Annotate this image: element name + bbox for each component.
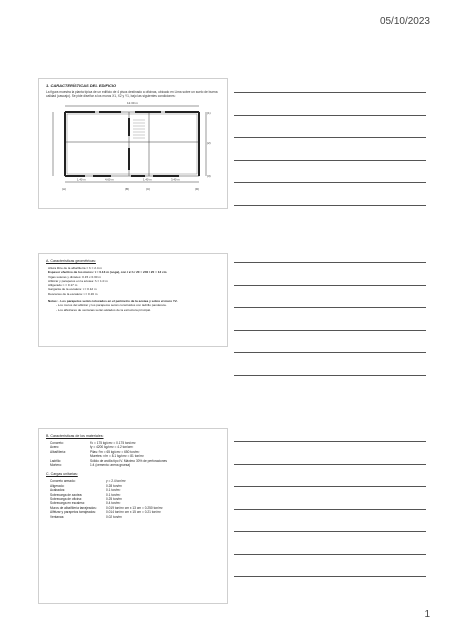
dim-bottom-4: 3.40 m [171, 177, 180, 182]
note-line-rule [234, 464, 426, 465]
note-line-rule [234, 509, 426, 510]
note-line-rule [234, 330, 426, 331]
load-row: Sobrecarga de oficina: 0.25 ton/m² [50, 497, 123, 502]
section-c-heading: C. Cargas unitarias: [46, 472, 78, 477]
note-line-rule [234, 92, 426, 93]
geo-line: Vigas soleras y dinteles: 0.15 x 0.30 m [48, 274, 101, 279]
axis-label-b: (B) [125, 187, 129, 192]
slide1-paragraph: La figura muestra la planta típica de un edificio de 4 pisos destinado a oficinas, ubicado en Lima sobre un suelo de buena calidad (cascajo). Se pide diseñar a los muros X1, X2 y Y1, bajo las siguientes condiciones: [46, 90, 218, 99]
note-line: - Los muros del alféizar y los parapetos serán construidos con ladrillo pandereta. [56, 303, 167, 308]
level-label-3: (3) [207, 174, 211, 179]
material-row: Albañilería: Pilas: f'm = 65 kg/cm² = 650 ton/m² [50, 449, 140, 454]
axis-label-d: (D) [195, 187, 200, 192]
material-row: Mortero: 1:4 (cemento: arena gruesa) [50, 463, 131, 468]
note-line-rule [234, 352, 426, 353]
floor-plan-drawing [39, 98, 227, 194]
note-line: Notas: - Los parapetos serán colocados en el perímetro de la azotea y sobre el muro Y2. [48, 299, 178, 304]
page-number: 1 [424, 609, 430, 620]
axis-label-a: (A) [62, 187, 66, 192]
note-line-rule [234, 554, 426, 555]
dim-bottom-1: 1.40 m [77, 177, 86, 182]
axis-label-c: (C) [146, 187, 151, 192]
material-row: Ladrillo: Sólido de arcilla tipo IV. Máximo 30% de perforaciones [50, 458, 167, 463]
note-line-rule [234, 375, 426, 376]
note-line-rule [234, 182, 426, 183]
material-row: Muretes: v'm = 8.1 kg/cm² = 81 ton/m² [90, 454, 144, 459]
dim-top: 12.30 m [127, 101, 138, 106]
date-label: 05/10/2023 [379, 16, 430, 27]
load-row: Ventanas: 0.02 ton/m² [50, 514, 123, 519]
slide-materials-loads [38, 428, 228, 604]
note-line-rule [234, 205, 426, 206]
dim-bottom-3: 1.40 m [143, 177, 152, 182]
slide-building-plan [38, 78, 228, 209]
level-label-1: (1) [207, 111, 211, 116]
section-b-heading: B. Características de los materiales: [46, 434, 104, 438]
note-line-rule [234, 531, 426, 532]
load-row: Alféizar y parapetos tarrajeados: 0.014 ton/m² cm x 15 cm = 0.21 ton/m² [50, 510, 161, 515]
geo-line: Espesor efectivo de los muros: t = 0.13 m (soga), con t ≥ h / 20 = 240 / 20 = 12 cm [48, 270, 167, 275]
dim-bottom-2: 4.60 m [105, 177, 114, 182]
material-row: Acero: fy = 4200 kg/cm² = 4.2 ton/cm² [50, 445, 134, 450]
note-lines-group-1 [234, 92, 426, 227]
note-line-rule [234, 262, 426, 263]
note-line-rule [234, 441, 426, 442]
geo-line: Garganta de la escalera: t = 0.12 m [48, 287, 97, 292]
level-label-2: (2) [207, 141, 211, 146]
geo-line: Descanso de la escalera: t = 0.16 m [48, 291, 98, 296]
note-line-rule [234, 285, 426, 286]
material-row: Concreto: f'c = 175 kg/cm² = 0.175 ton/cm² [50, 441, 136, 445]
geo-line: Altura libre de la albañilería = h = 2.4 m [48, 266, 103, 270]
geo-line: Alligerado: t = 0.17 m [48, 283, 78, 288]
note-line-rule [234, 115, 426, 116]
note-line-rule [234, 576, 426, 577]
note-line-rule [234, 307, 426, 308]
note-line-rule [234, 137, 426, 138]
load-row: Aligerado: 0.28 ton/m² [50, 483, 123, 488]
load-row: Muros de albañilería tarrajeados: 0.019 ton/m² cm x 13 cm = 0.250 ton/m² [50, 505, 163, 510]
note-lines-group-2 [234, 262, 426, 397]
note-line-rule [234, 486, 426, 487]
geo-line: Alféizar y parapetos en la azotea: h = 1.0 m [48, 278, 108, 283]
note-lines-group-3 [234, 441, 426, 599]
slide1-title: 1. CARACTERÍSTICAS DEL EDIFICIO [46, 83, 117, 88]
load-row: Acabados: 0.1 ton/m² [50, 488, 121, 493]
slide-geometric-characteristics [38, 253, 228, 347]
load-row: Sobrecarga de azotea: 0.1 ton/m² [50, 492, 121, 497]
load-row: Sobrecarga en escalera: 0.4 ton/m² [50, 501, 121, 506]
load-row: Concreto armado: γ = 2.4 ton/m³ [50, 479, 126, 484]
slide2-heading: A. Características geométricas: [46, 259, 96, 263]
note-line: - Los alféizares de ventanas serán aislados de la estructura principal. [56, 307, 151, 312]
note-line-rule [234, 160, 426, 161]
